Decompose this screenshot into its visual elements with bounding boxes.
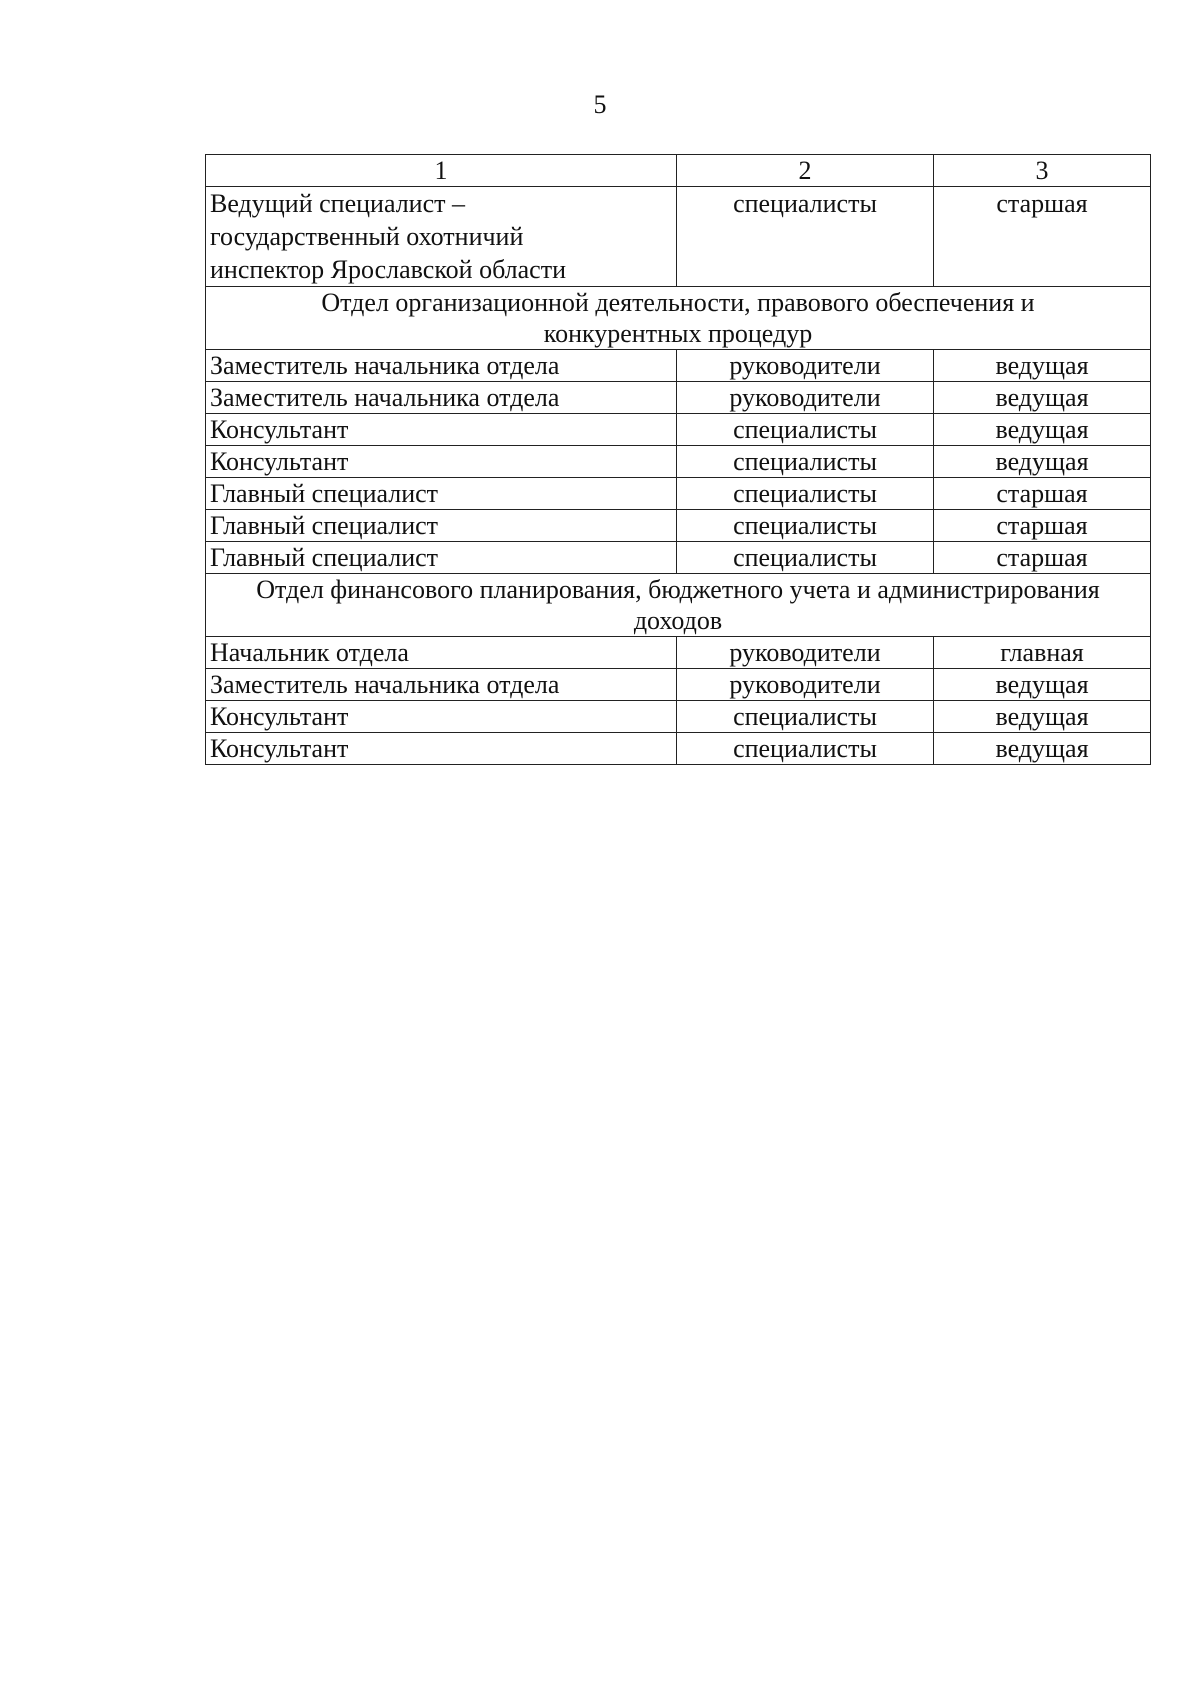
table-row [206,382,1151,414]
section-header-row [206,574,1151,637]
page-number: 5 [593,90,607,119]
category-cell: руководители [677,669,934,701]
group-cell: ведущая [934,382,1151,414]
position-line: инспектор Ярославской области [210,255,566,284]
section-title [206,574,1151,637]
position-cell: Заместитель начальника отдела [206,350,677,382]
position-cell: Консультант [206,446,677,478]
category-cell: специалисты [677,733,934,765]
position-line: Ведущий специалист – [210,189,465,218]
table-row [206,637,1151,669]
category-cell: руководители [677,637,934,669]
table-row [206,701,1151,733]
group-cell: старшая [934,542,1151,574]
section-title-line: доходов [633,606,723,635]
group-cell: главная [934,637,1151,669]
group-cell: ведущая [934,669,1151,701]
section-header-row [206,287,1151,350]
position-cell: Главный специалист [206,510,677,542]
positions-table [205,154,1151,765]
position-cell: Консультант [206,733,677,765]
position-cell: Заместитель начальника отдела [206,669,677,701]
group-cell: ведущая [934,446,1151,478]
group-cell: ведущая [934,733,1151,765]
header-col-1: 1 [206,155,677,187]
section-title-line: Отдел организационной деятельности, правового обеспечения и [321,288,1035,317]
group-cell: ведущая [934,414,1151,446]
position-cell [206,187,677,287]
group-cell: ведущая [934,701,1151,733]
table-row [206,733,1151,765]
category-cell: руководители [677,350,934,382]
table-row [206,510,1151,542]
category-cell: специалисты [677,510,934,542]
table-row [206,350,1151,382]
category-cell: специалисты [677,478,934,510]
category-cell: специалисты [677,414,934,446]
category-cell: руководители [677,382,934,414]
position-cell: Консультант [206,701,677,733]
table-row [206,542,1151,574]
header-col-3: 3 [934,155,1151,187]
group-cell: старшая [934,187,1151,287]
position-cell: Консультант [206,414,677,446]
table-row [206,478,1151,510]
category-cell: специалисты [677,542,934,574]
table-row [206,187,1151,287]
position-line: государственный охотничий [210,222,524,251]
group-cell: старшая [934,478,1151,510]
section-title [206,287,1151,350]
section-title-line: конкурентных процедур [543,319,813,348]
category-cell: специалисты [677,446,934,478]
position-cell: Главный специалист [206,542,677,574]
position-cell: Начальник отдела [206,637,677,669]
group-cell: ведущая [934,350,1151,382]
position-cell: Главный специалист [206,478,677,510]
category-cell: специалисты [677,701,934,733]
table-row [206,446,1151,478]
group-cell: старшая [934,510,1151,542]
category-cell: специалисты [677,187,934,287]
table-row [206,414,1151,446]
header-col-2: 2 [677,155,934,187]
table-row [206,669,1151,701]
table-header-row [206,155,1151,187]
position-cell: Заместитель начальника отдела [206,382,677,414]
section-title-line: Отдел финансового планирования, бюджетного учета и администрирования [256,575,1100,604]
